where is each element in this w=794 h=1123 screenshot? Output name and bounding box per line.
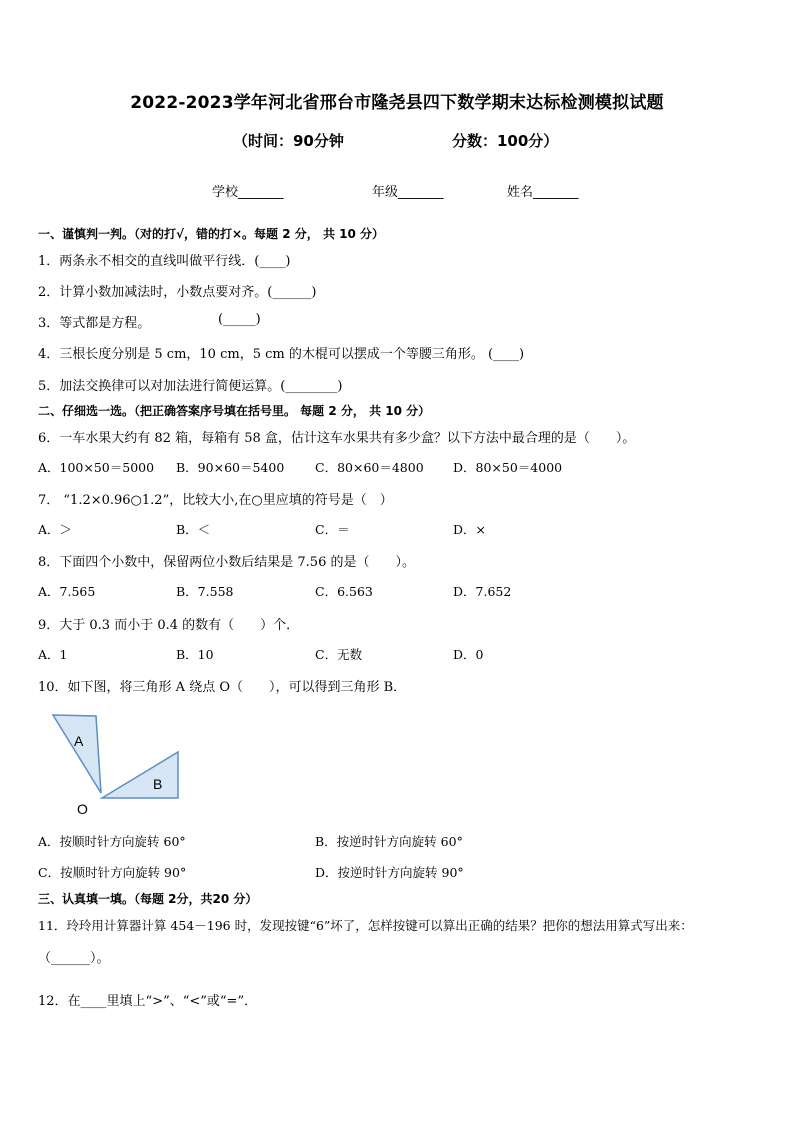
question-3: 3．等式都是方程。 <box>38 316 151 331</box>
point-o-label: O <box>77 801 88 817</box>
school-field: 学校_______ <box>212 185 284 200</box>
q6-option-a: A．100×50＝5000 <box>38 460 155 475</box>
question-2: 2．计算小数加减法时，小数点要对齐。(______) <box>38 285 317 300</box>
question-12: 12．在____里填上“>”、“<”或“=”． <box>38 994 258 1009</box>
question-11-blank: （______）。 <box>38 951 110 966</box>
q7-option-d: D．× <box>453 522 486 537</box>
question-6: 6．一车水果大约有 82 箱，每箱有 58 盒，估计这车水果共有多少盒？以下方法中最合理的是（ ）。 <box>38 431 636 446</box>
q8-option-d: D．7.652 <box>453 584 512 599</box>
q8-option-c: C．6.563 <box>315 584 373 599</box>
triangle-a-label: A <box>74 733 84 749</box>
question-1: 1．两条永不相交的直线叫做平行线．(____) <box>38 254 291 269</box>
q8-option-a: A．7.565 <box>38 584 96 599</box>
q9-option-c: C．无数 <box>315 647 363 662</box>
question-9: 9．大于 0.3 而小于 0.4 的数有（ ）个． <box>38 618 300 633</box>
triangle-a <box>53 715 101 793</box>
exam-score: 分数：100分） <box>452 132 559 150</box>
question-7: 7． “1.2×0.96○1.2”，比较大小,在○里应填的符号是（ ） <box>38 493 393 508</box>
rotation-figure <box>40 708 200 823</box>
q9-option-a: A．1 <box>38 647 68 662</box>
q10-option-b: B．按逆时针方向旋转 60° <box>315 834 463 849</box>
question-5: 5．加法交换律可以对加法进行简便运算。(________) <box>38 379 343 394</box>
triangle-b-label: B <box>153 776 163 792</box>
exam-time: （时间：90分钟 <box>233 132 344 150</box>
page-title: 2022-2023学年河北省邢台市隆尧县四下数学期末达标检测模拟试题 <box>130 93 664 113</box>
grade-field: 年级_______ <box>372 185 444 200</box>
q10-option-d: D．按逆时针方向旋转 90° <box>315 865 464 880</box>
q7-option-c: C．＝ <box>315 522 350 537</box>
question-10: 10．如下图，将三角形 A 绕点 O（ ），可以得到三角形 B． <box>38 680 407 695</box>
q8-option-b: B．7.558 <box>176 584 234 599</box>
q9-option-d: D．0 <box>453 647 484 662</box>
q7-option-a: A．＞ <box>38 522 73 537</box>
q10-option-c: C．按顺时针方向旋转 90° <box>38 865 187 880</box>
section-2-heading: 二、仔细选一选。（把正确答案序号填在括号里。 每题 2 分， 共 10 分） <box>38 404 431 418</box>
q10-option-a: A．按顺时针方向旋转 60° <box>38 834 186 849</box>
question-3-blank: (_____) <box>218 312 261 327</box>
question-11: 11．玲玲用计算器计算 454－196 时，发现按键“6”坏了，怎样按键可以算出正确的结果？把你的想法用算式写出来： <box>38 918 693 933</box>
q7-option-b: B．＜ <box>176 522 211 537</box>
question-4: 4．三根长度分别是 5 cm，10 cm，5 cm 的木棍可以摆成一个等腰三角形。 (____) <box>38 347 525 362</box>
q9-option-b: B．10 <box>176 647 214 662</box>
q6-option-d: D．80×50＝4000 <box>453 460 563 475</box>
q6-option-c: C．80×60＝4800 <box>315 460 424 475</box>
name-field: 姓名_______ <box>507 185 579 200</box>
triangle-b <box>102 752 178 798</box>
question-8: 8．下面四个小数中，保留两位小数后结果是 7.56 的是（ ）。 <box>38 555 415 570</box>
section-1-heading: 一、谨慎判一判。（对的打√，错的打×。每题 2 分， 共 10 分） <box>38 227 384 241</box>
section-3-heading: 三、认真填一填。（每题 2分，共20 分） <box>38 892 258 906</box>
q6-option-b: B．90×60＝5400 <box>176 460 285 475</box>
